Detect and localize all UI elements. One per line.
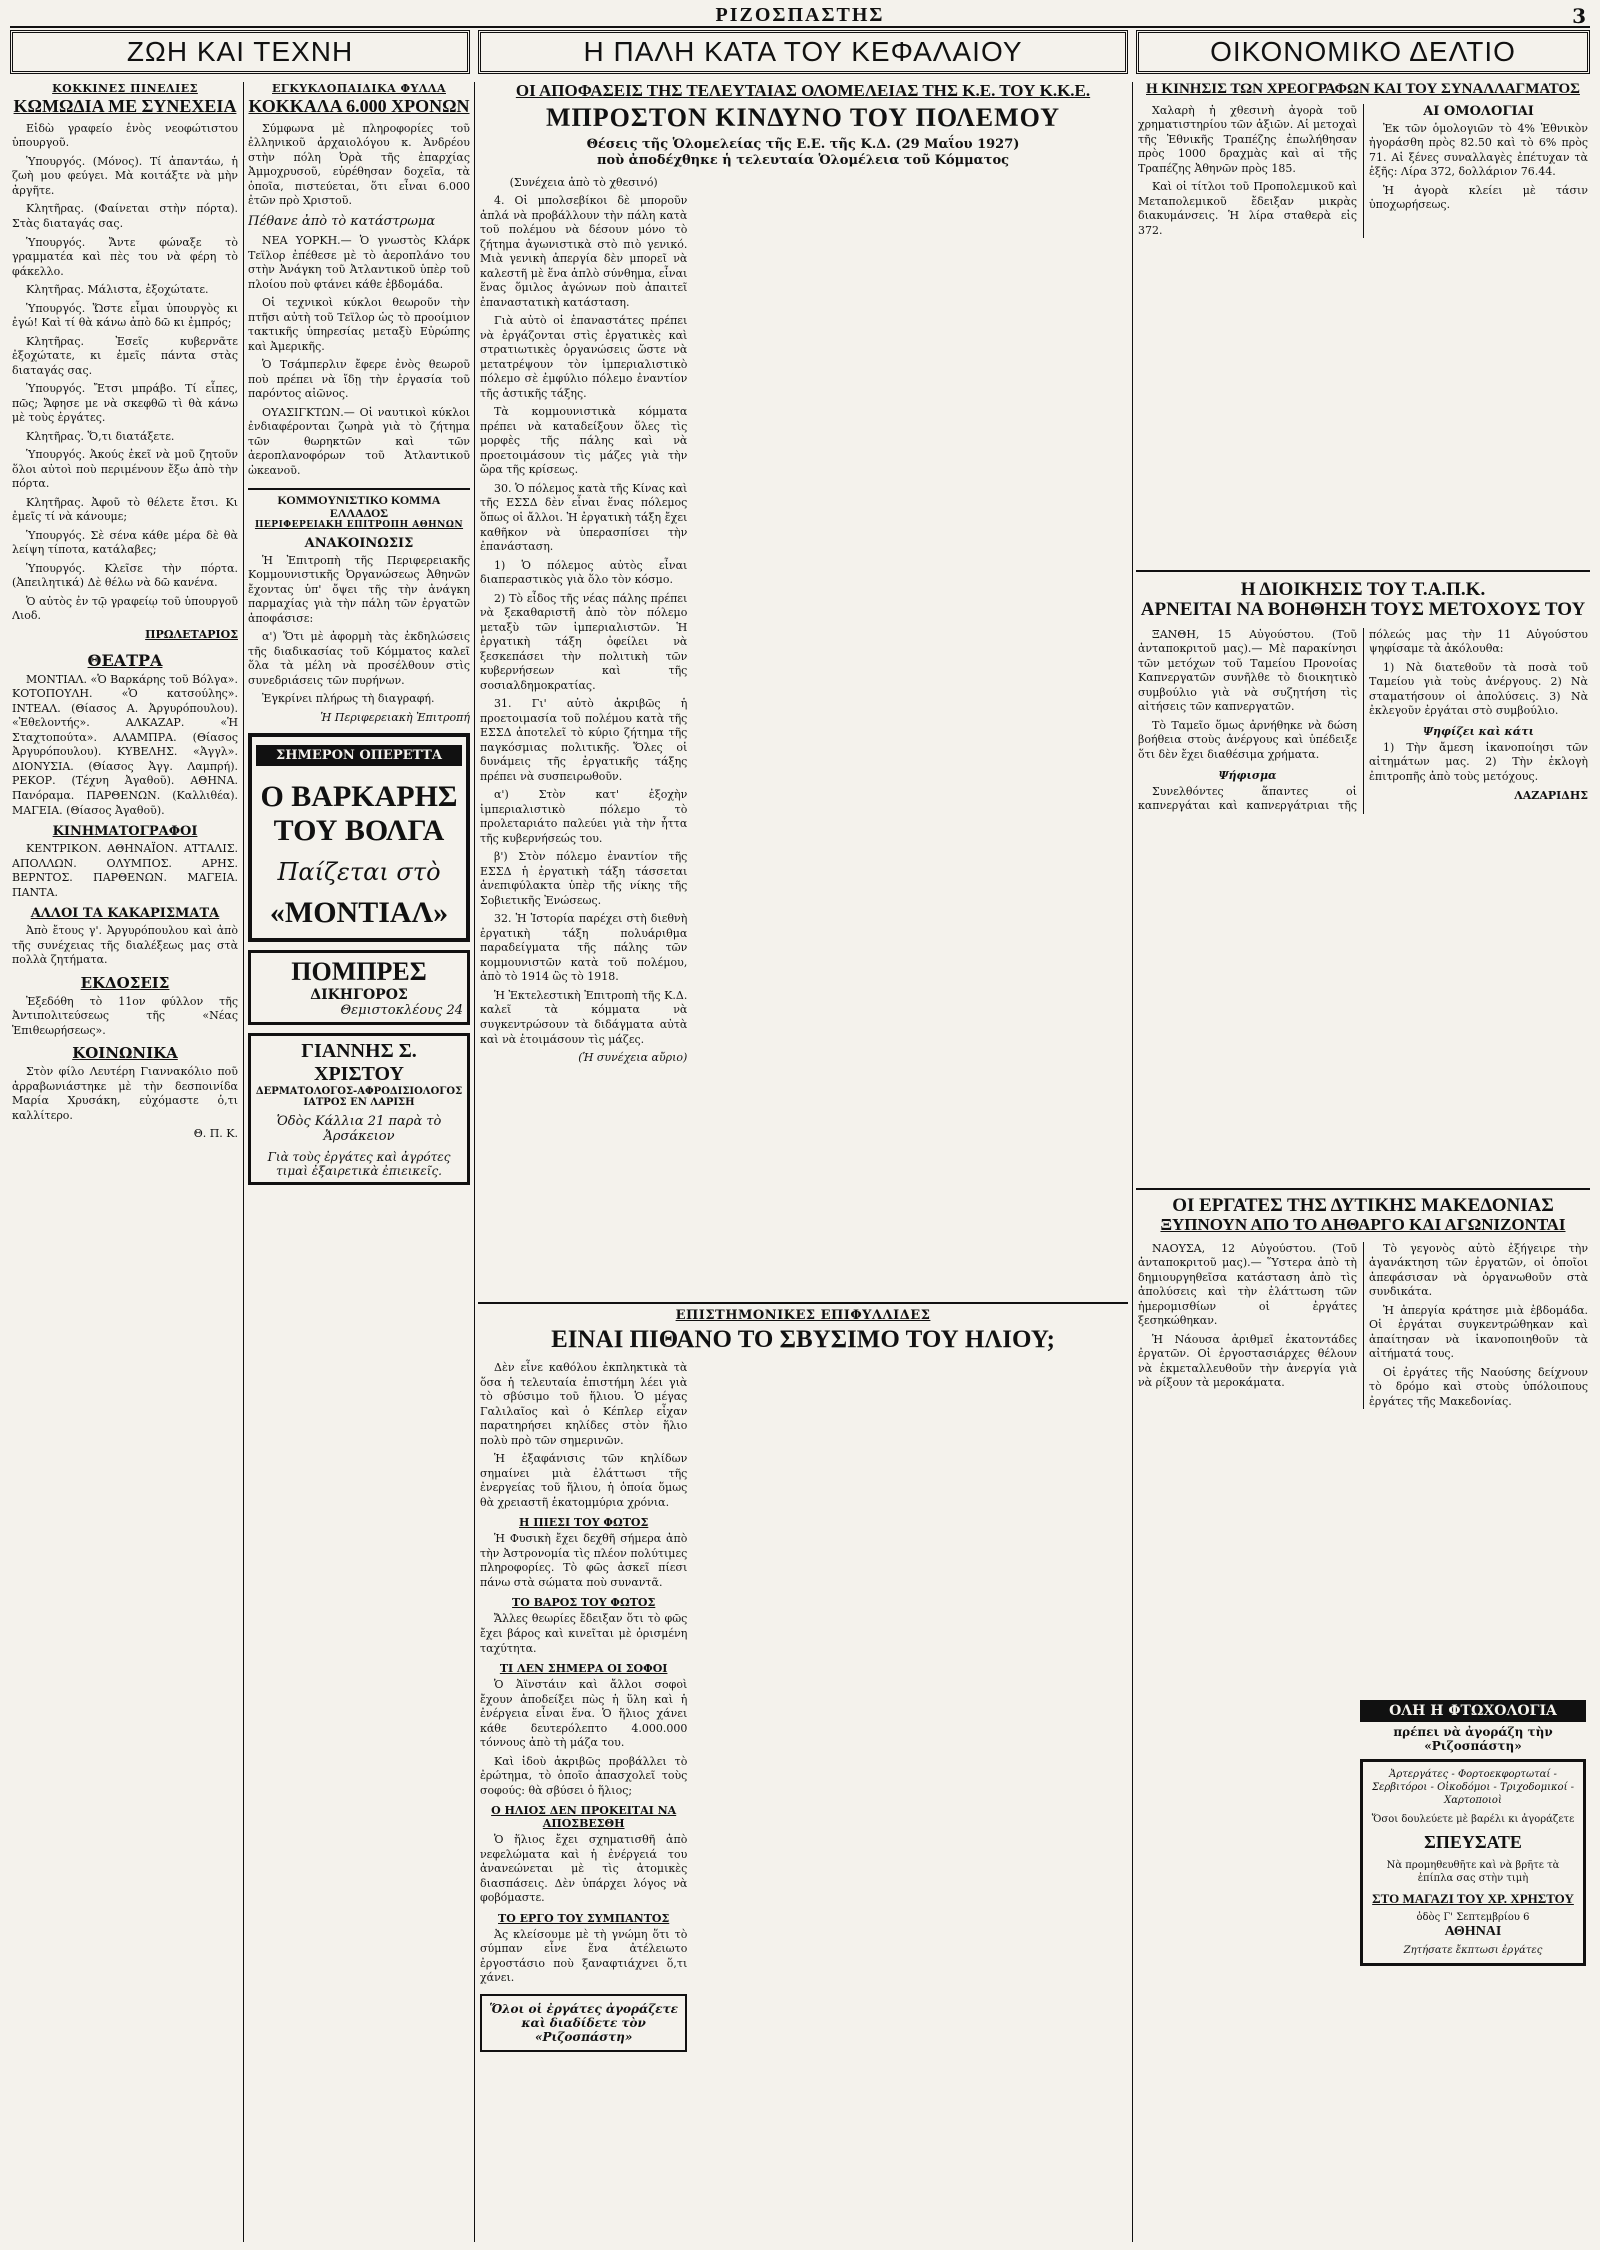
signature: Θ. Π. Κ. bbox=[193, 1127, 238, 1141]
section-struggle: Η ΠΑΛΗ ΚΑΤΑ ΤΟΥ ΚΕΦΑΛΑΙΟΥ bbox=[478, 30, 1128, 74]
paragraph: Ὑπουργός. Ὥστε εἶμαι ὑπουργὸς κι ἐγώ! Καὶ τί θὰ κάνω ἀπὸ δῶ κι ἐμπρός; bbox=[12, 301, 238, 330]
furniture-ad bbox=[1360, 1700, 1586, 2220]
ad-venue: «ΜΟΝΤΙΑΛ» bbox=[269, 896, 449, 930]
article-title: ΚΟΚΚΑΛΑ 6.000 ΧΡΟΝΩΝ bbox=[248, 96, 470, 116]
paragraph: Ὑπουργός. Ἔτσι μπράβο. Τί εἶπες, πῶς; Ἄφησε με νὰ σκεφθῶ τὶ θὰ κάνω μὲ τοὺς ἐργάτες. bbox=[12, 382, 238, 425]
paragraph: α') Ὅτι μὲ ἀφορμὴ τὰς ἐκδηλώσεις τῆς διαδικασίας τοῦ Κόμματος καλεῖ ὅλα τὰ μέλη νὰ προσέλθουν στὶς συνεδριάσεις τῶν πυρήνων. bbox=[248, 630, 470, 687]
article-subtitle: ποὺ ἀποδέχθηκε ἡ τελευταία Ὁλομέλεια τοῦ Κόμματος bbox=[596, 153, 1010, 169]
masthead bbox=[10, 4, 1590, 28]
paragraph: ΟΥΑΣΙΓΚΤΩΝ.— Οἱ ναυτικοὶ κύκλοι ἐνδιαφέρονται ζωηρὰ γιὰ τὸ ζήτημα τῶν θωρηκτῶν καὶ τῶν ἀεροπλανοφόρων τοῦ Ἀτλαντικοῦ ὠκεανοῦ. bbox=[248, 405, 470, 477]
paragraph: Κλητῆρας. Μάλιστα, ἐξοχώτατε. bbox=[26, 283, 209, 297]
ad-mid: Ὅσοι δουλεύετε μὲ βαρέλι κι ἀγοράζετε bbox=[1371, 1814, 1575, 1825]
paragraph: Σύμφωνα μὲ πληροφορίες τοῦ ἐλληνικοῦ ἀρχαιολόγου κ. Ἀνδρέου στὴν πόλη Ὀρὰ τῆς ἐπαρχίας Ἀμμοχρυσοῦ, εὑρέθησαν δοχεῖα, τὰ ὁποῖα, πιστεύεται, ὅτι εἶναι 6.000 ἐτῶν πρὸ Χριστοῦ. bbox=[248, 121, 470, 208]
paragraph: Καὶ οἱ τίτλοι τοῦ Προπολεμικοῦ καὶ Μεταπολεμικοῦ ἔδειξαν μικρὰς διακυμάνσεις. Ἡ λίρα σταθερὰ εἰς 372. bbox=[1138, 180, 1357, 237]
paragraph: Ὑπουργός. Ἀκούς ἐκεῖ νὰ μοῦ ζητοῦν ὅλοι αὐτοὶ ποὺ περιμένουν ἔξω ἀπὸ τὴν πόρτα. bbox=[12, 448, 238, 491]
paragraph: Ὑπουργός. Κλεῖσε τὴν πόρτα. (Ἀπειλητικά) Δὲ θέλω νὰ δῶ κανένα. bbox=[12, 561, 238, 590]
horizontal-rule bbox=[1136, 1188, 1590, 1190]
section-heading: ΚΟΙΝΩΝΙΚΑ bbox=[72, 1044, 178, 1063]
article-title: Η ΚΙΝΗΣΙΣ ΤΩΝ ΧΡΕΟΓΡΑΦΩΝ ΚΑΙ ΤΟΥ ΣΥΝΑΛΛΑΓΜΑΤΟΣ bbox=[1146, 82, 1580, 97]
paragraph: Κλητῆρας. Ἀφοῦ τὸ θέλετε ἔτσι. Κι ἐμεῖς τί νὰ κάνουμε; bbox=[12, 495, 238, 524]
article-body bbox=[480, 176, 1126, 1266]
paragraph: ΚΕΝΤΡΙΚΟΝ. ΑΘΗΝΑΪΟΝ. ΑΤΤΑΛΙΣ. ΑΠΟΛΛΩΝ. ΟΛΥΜΠΟΣ. ΑΡΗΣ. ΒΕΡΝΤΟΣ. ΠΑΡΘΕΝΩΝ. ΜΑΓΕΙΑ. ΠΑΝΤΑ. bbox=[12, 842, 238, 899]
paragraph: 1) Νὰ διατεθοῦν τὰ ποσὰ τοῦ Ταμείου γιὰ τοὺς ἀνέργους. 2) Νὰ σταματήσουν οἱ ἀπολύσεις. 3) Νὰ ἐκλεγοῦν ἐργάται στὸ συμβούλιο. bbox=[1369, 660, 1588, 718]
column-life-art bbox=[12, 82, 238, 2242]
article-kicker: ΟΙ ΑΠΟΦΑΣΕΙΣ ΤΗΣ ΤΕΛΕΥΤΑΙΑΣ ΟΛΟΜΕΛΕΙΑΣ ΤΗΣ Κ.Ε. ΤΟΥ Κ.Κ.Ε. bbox=[515, 82, 1091, 100]
ad-text: Νὰ προμηθευθῆτε καὶ νὰ βρῆτε τὰ ἐπίπλα σας στὴν τιμὴ bbox=[1386, 1860, 1560, 1884]
article-title: Η ΔΙΟΙΚΗΣΙΣ ΤΟΥ Τ.Α.Π.Κ. bbox=[1240, 580, 1486, 600]
article-tapk bbox=[1138, 580, 1588, 1180]
paragraph: Ὁ αὐτὸς ἐν τῷ γραφείῳ τοῦ ὑπουργοῦ Λιοδ. bbox=[12, 594, 238, 623]
section-heading: ΚΙΝΗΜΑΤΟΓΡΑΦΟΙ bbox=[52, 824, 198, 840]
paragraph: Κλητῆρας. (Φαίνεται στὴν πόρτα). Στὰς διαταγάς σας. bbox=[12, 202, 238, 230]
paragraph: ΜΟΝΤΙΑΛ. «Ὁ Βαρκάρης τοῦ Βόλγα». ΚΟΤΟΠΟΥΛΗ. «Ὁ κατσούλης». ΙΝΤΕΑΛ. (Θίασος Α. Ἀργυρόπουλου). «Ἐθελοντής». ΑΛΚΑΖΑΡ. «Ἡ Σταχτοπούτα». ΑΛΑΜΠΡΑ. (Θίασος Ἀργυρόπουλου). ΚΥΒΕΛΗΣ. «Ἀγγλ». ΔΙΟΝΥΣΙΑ. (Θίασος Ἀγγ. Λαμπρή). ΡΕΚΟΡ. (Τέχνη Ἀγαθοῦ). ΑΘΗΝΑ. Πανόραμα. ΠΑΡΘΕΝΩΝ. (Καλλιθέα). ΜΑΓΕΙΑ. (Θίασος Ἀγαθοῦ). bbox=[12, 672, 238, 817]
article-body bbox=[1138, 628, 1588, 814]
subheading: ΤΟ ΕΡΓΟ ΤΟΥ ΣΥΜΠΑΝΤΟΣ bbox=[498, 1911, 670, 1925]
paragraph: Οἱ τεχνικοὶ κύκλοι θεωροῦν τὴν πτῆσι αὐτὴ τοῦ Τεϊλορ ὡς τὸ προοίμιον τακτικῆς ὑπηρεσίας μεταξὺ Εὐρώπης καὶ Ἀμερικῆς. bbox=[248, 296, 470, 353]
paragraph: Ὑπουργός. Σὲ σένα κάθε μέρα δὲ θὰ λείψη τίποτα, κατάλαβες; bbox=[12, 528, 238, 557]
ad-address: ὁδὸς Γ' Σεπτεμβρίου 6 bbox=[1416, 1912, 1530, 1923]
ad-shop: ΣΤΟ ΜΑΓΑΖΙ ΤΟΥ ΧΡ. ΧΡΗΣΤΟΥ bbox=[1372, 1891, 1574, 1906]
paragraph: Στὸν φίλο Λευτέρη Γιαννακόλιο ποῦ ἀρραβωνιάστηκε μὲ τὴν δεσποινίδα Μαρία Χρυσάκη, εὐχόμαστε ὁ,τι καλλίτερο. bbox=[12, 1065, 238, 1122]
paragraph: Ὁ ἥλιος ἔχει σχηματισθῆ ἀπὸ νεφελώματα καὶ ἡ ἐνέργειά του ἀνανεώνεται μὲ τὶς ἀτομικὲς διασπάσεις. Δὲν ὑπάρχει λόγος νὰ φοβόμαστε. bbox=[480, 1833, 688, 1905]
subheading: Η ΠΙΕΣΙ ΤΟΥ ΦΩΤΟΣ bbox=[519, 1516, 649, 1530]
paragraph: Ἡ Νάουσα ἀριθμεῖ ἑκατοντάδες ἐργατῶν. Οἱ ἐργοστασιάρχες θέλουν νὰ ἐκμεταλλευθοῦν τὴν ἀνεργία γιὰ νὰ ρίξουν τὰ μεροκάματα. bbox=[1138, 1332, 1357, 1390]
ad-address: Ὁδὸς Κάλλια 21 παρὰ τὸ Ἀρσάκειον bbox=[276, 1114, 442, 1145]
paragraph: Δὲν εἶνε καθόλου ἐκπληκτικὰ τὰ ὅσα ἡ τελευταία ἐπιστήμη λέει γιὰ τὸ σβύσιμο τοῦ ἥλιου. Ὁ μέγας Γαλιλαῖος καὶ ὁ Κέπλερ εἶχαν παρατηρήσει κηλίδες στὸν ἥλιο πολὺ πρὸ τῶν σημερινῶν. bbox=[480, 1361, 688, 1447]
section-heading: ΕΚΔΟΣΕΙΣ bbox=[80, 973, 170, 992]
horizontal-rule bbox=[478, 1302, 1128, 1304]
paragraph: Ἡ ἐξαφάνισις τῶν κηλίδων σημαίνει μιὰ ἐλάττωσι τῆς ἐνεργείας τοῦ ἥλιου, ἡ ὁποία ὅμως θὰ χρειαστῆ ἑκατομμύρια χρόνια. bbox=[480, 1452, 688, 1509]
paragraph: 1) Τὴν ἄμεση ἱκανοποίησι τῶν αἰτημάτων μας. 2) Τὴν ἐκλογὴ ἐπιτροπῆς ἀπὸ τοὺς μετόχους. bbox=[1369, 740, 1588, 783]
paragraph: Γιὰ αὐτὸ οἱ ἐπαναστάτες πρέπει νὰ ἐργάζονται στὶς ἐργατικὲς καὶ στρατιωτικὲς ὀργανώσεις ὥστε νὰ μετατρέψουν τὸν ἰμπεριαλιστικὸ πόλεμο σὲ ἐμφύλιο πόλεμο ἐναντίον τῆς ἀστικῆς τάξης. bbox=[480, 314, 688, 400]
paragraph: 31. Γι' αὐτὸ ἀκριβῶς ἡ προετοιμασία τοῦ πολέμου κατὰ τῆς ΕΣΣΔ ἀποτελεῖ τὸ κύριο ζήτημα τῆς παγκόσμιας πολιτικῆς. Ὅλες οἱ δυνάμεις τῆς ἐργατικῆς τάξης πρέπει νὰ συσπειρωθοῦν. bbox=[480, 697, 688, 783]
ad-address: Θεμιστοκλέους 24 bbox=[340, 1003, 463, 1019]
subheading: ΑΙ ΟΜΟΛΟΓΙΑΙ bbox=[1423, 103, 1534, 119]
section-heading: ΘΕΑΤΡΑ bbox=[87, 650, 163, 670]
paragraph: Ἐξεδόθη τὸ 11ον φύλλον τῆς Ἀντιπολιτεύσεως τῆς «Νέας Ἑπιθεωρήσεως». bbox=[12, 994, 238, 1037]
announcement-sub: ΠΕΡΙΦΕΡΕΙΑΚΗ ΕΠΙΤΡΟΠΗ ΑΘΗΝΩΝ bbox=[254, 519, 464, 530]
article-title: ΑΡΝΕΙΤΑΙ ΝΑ ΒΟΗΘΗΣΗ ΤΟΥΣ ΜΕΤΟΧΟΥΣ ΤΟΥ bbox=[1140, 598, 1586, 620]
article-sun bbox=[480, 1308, 1126, 2240]
ad-head: ΟΛΗ Η ΦΤΩΧΟΛΟΓΙΑ bbox=[1360, 1700, 1586, 1722]
paragraph: 32. Ἡ Ἱστορία παρέχει στὴ διεθνὴ ἐργατικὴ τάξη πολυάριθμα παραδείγματα τῆς πάλης τῶν κομμουνιστῶν κατὰ τοῦ πολέμου, ἀπὸ τὸ 1914 ὣς τὸ 1918. bbox=[480, 912, 688, 984]
paragraph: 30. Ὁ πόλεμος κατὰ τῆς Κίνας καὶ τῆς ΕΣΣΔ δὲν εἶναι ἕνας πόλεμος ὅπως οἱ ἄλλοι. Ἡ ἐργατικὴ τάξη ἔχει καθῆκον νὰ ὑπερασπίσει τὴν ἐπανάσταση. bbox=[480, 481, 688, 554]
operetta-ad bbox=[248, 733, 470, 942]
signature: ΛΑΖΑΡΙΔΗΣ bbox=[1514, 788, 1588, 802]
article-body bbox=[480, 1361, 1126, 2201]
paragraph: Κλητῆρας. Ἐσεῖς κυβερνᾶτε ἐξοχώτατε, κι ἐμεῖς πάντα στὰς διαταγάς σας. bbox=[12, 334, 238, 377]
paragraph: Κλητῆρας. Ὅ,τι διατάξετε. bbox=[26, 429, 175, 443]
doctor-ad bbox=[248, 1033, 470, 1185]
article-title: ΕΙΝΑΙ ΠΙΘΑΝΟ ΤΟ ΣΒΥΣΙΜΟ ΤΟΥ ΗΛΙΟΥ; bbox=[551, 1326, 1055, 1353]
newspaper-name: ΡΙΖΟΣΠΑΣΤΗΣ bbox=[715, 4, 885, 26]
article-title: ΚΩΜΩΔΙΑ ΜΕ ΣΥΝΕΧΕΙΑ bbox=[13, 96, 237, 116]
promo-box: Ὅλοι οἱ ἐργάτες ἀγοράζετε καὶ διαδίδετε τὸν «Ριζοσπάστη» bbox=[480, 1994, 687, 2052]
section-economic: ΟΙΚΟΝΟΜΙΚΟ ΔΕΛΤΙΟ bbox=[1136, 30, 1590, 74]
article-before-war bbox=[480, 82, 1126, 1297]
paragraph: Ἐγκρίνει πλήρως τὴ διαγραφή. bbox=[262, 692, 435, 706]
paragraph: Ἀπὸ ἔτους γ'. Ἀργυρόπουλου καὶ ἀπὸ τῆς συνέχειας τῆς διαλέξεως μας στὰ πολλὰ ζητήματα. bbox=[12, 924, 238, 967]
paragraph: Ἡ Ἐκτελεστικὴ Ἐπιτροπὴ τῆς Κ.Δ. καλεῖ τὰ κόμματα νὰ συγκεντρώσουν τὰ διδάγματα αὐτὰ καὶ νὰ ἑτοιμάσουν τὶς μάζες. bbox=[480, 988, 688, 1046]
page-number: 3 bbox=[1572, 4, 1586, 28]
paragraph: Τὸ Ταμεῖο ὅμως ἀρνήθηκε νὰ δώση βοήθεια στοὺς ἀνέργους καὶ ὑπέδειξε ὅτι δὲν ἔχει διαθέσιμα χρήματα. bbox=[1138, 718, 1357, 761]
article-kicker: ΕΓΚΥΚΛΟΠΑΙΔΙΚΑ ΦΥΛΛΑ bbox=[272, 82, 446, 95]
paragraph: Ἡ Φυσικὴ ἔχει δεχθῆ σήμερα ἀπὸ τὴν Ἀστρονομία τὶς πλέον πολύτιμες πληροφορίες. Τὸ φῶς ἀσκεῖ πίεσι πάνω στὰ σώματα ποὺ συναντᾶ. bbox=[480, 1532, 688, 1589]
column-rule bbox=[243, 82, 244, 2242]
article-subtitle: Θέσεις τῆς Ὁλομελείας τῆς Ε.Ε. τῆς Κ.Δ. (29 Μαΐου 1927) bbox=[586, 137, 1020, 153]
subheading: Ψήφισμα bbox=[1218, 768, 1277, 782]
article-title: ΜΠΡΟΣΤΟΝ ΚΙΝΔΥΝΟ ΤΟΥ ΠΟΛΕΜΟΥ bbox=[545, 102, 1060, 132]
paragraph: Ἄλλες θεωρίες ἔδειξαν ὅτι τὸ φῶς ἔχει βάρος καὶ κινεῖται μὲ ὁρισμένη ταχύτητα. bbox=[480, 1612, 688, 1655]
column-rule bbox=[1132, 82, 1133, 2242]
paragraph: Χαλαρὴ ἡ χθεσινὴ ἀγορὰ τοῦ χρηματιστηρίου τῶν ἀξιῶν. Αἱ μετοχαὶ τῆς Ἐθνικῆς Τραπέζης ἐπωλήθησαν πρὸς 1000 δραχμὰς καὶ αἱ τῆς Τραπέζης Ἀθηνῶν πρὸς 185. bbox=[1138, 103, 1357, 175]
paragraph: Εἰδὼ γραφείο ἑνὸς νεοφώτιστου ὑπουργοῦ. bbox=[12, 121, 238, 150]
subheading: Ο ΗΛΙΟΣ ΔΕΝ ΠΡΟΚΕΙΤΑΙ ΝΑ ΑΠΟΣΒΕΣΘΗ bbox=[491, 1804, 677, 1831]
article-body bbox=[1138, 104, 1588, 239]
paragraph: Συνελθόντες ἅπαντες οἱ καπνεργάται καὶ καπνεργάτριαι τῆς πόλεώς μας τὴν 11 Αὐγούστου ψηφίσαμε τὰ ἀκόλουθα: bbox=[1138, 627, 1588, 813]
paragraph: ΞΑΝΘΗ, 15 Αὐγούστου. (Τοῦ ἀνταποκριτοῦ μας).— Μὲ παρακίνησι τῶν μετόχων τοῦ Ταμείου Προνοίας Καπνεργατῶν συνῆλθε τὸ διοικητικὸ συμβούλιο γιὰ νὰ συζητήση τὶς αἰτήσεις τῶν καπνεργατῶν. bbox=[1138, 627, 1357, 714]
ad-name: ΠΟΜΠΡΕΣ bbox=[291, 957, 427, 987]
ad-role: ΔΕΡΜΑΤΟΛΟΓΟΣ-ΑΦΡΟΔΙΣΙΟΛΟΓΟΣ ΙΑΤΡΟΣ ΕΝ ΛΑΡΙΣΗ bbox=[255, 1086, 463, 1109]
paragraph: Ἡ ἀπεργία κράτησε μιὰ ἑβδομάδα. Οἱ ἐργάται συγκεντρώθηκαν καὶ ἀπαίτησαν νὰ ἱκανοποιηθοῦν τὰ αἰτήματά τους. bbox=[1369, 1303, 1588, 1361]
ad-main-line: Ο ΒΑΡΚΑΡΗΣ bbox=[260, 780, 458, 814]
announcement-org: ΚΟΜΜΟΥΝΙΣΤΙΚΟ ΚΟΜΜΑ ΕΛΛΑΔΟΣ bbox=[277, 493, 441, 520]
horizontal-rule bbox=[1136, 570, 1590, 572]
ad-top: ΣΗΜΕΡΟΝ ΟΠΕΡΕΤΤΑ bbox=[256, 745, 462, 766]
economic-bulletin bbox=[1138, 82, 1588, 562]
paragraph: Οἱ ἐργάτες τῆς Ναούσης δείχνουν τὸ δρόμο καὶ στοὺς ὑπόλοιπους ἐργάτες τῆς Μακεδονίας. bbox=[1369, 1365, 1588, 1408]
paragraph: Ἐκ τῶν ὁμολογιῶν τὸ 4% Ἐθνικὸν ἠγοράσθη πρὸς 82.50 καὶ τὸ 6% πρὸς 71. Αἱ ξένες συναλλαγὲς ἐπέτυχαν τὰ ἑξῆς: Λίρα 372, δολλάριον 76.44. bbox=[1369, 121, 1588, 179]
subheading: ΤΙ ΛΕΝ ΣΗΜΕΡΑ ΟΙ ΣΟΦΟΙ bbox=[499, 1662, 668, 1676]
paragraph: Ὁ Τσάμπερλιν ἔφερε ἐνὸς θεωροῦ ποὺ πρέπει νὰ ἴδῃ τὴν ἐργασία τοῦ παρόντος αἰῶνος. bbox=[248, 358, 470, 401]
paragraph: Ἡ Ἐπιτροπὴ τῆς Περιφερειακῆς Κομμουνιστικῆς Ὀργανώσεως Ἀθηνῶν ἔχοντας ὑπ' ὄψει τῆς τὴν ἀνάγκη παρμαχίας γιὰ τὴν πάλη τῶν ἐργατῶν ἀποφάσισε: bbox=[248, 553, 470, 625]
ad-list: Ἀρτεργάτες - Φορτοεκφορτωταί - Σερβιτόροι - Οἰκοδόμοι - Τριχοδομικοί - Χαρτοποιοὶ bbox=[1371, 1769, 1575, 1806]
ad-note: Ζητήσατε ἔκπτωσι ἐργάτες bbox=[1403, 1945, 1543, 1956]
paragraph: β') Στὸν πόλεμο ἐναντίον τῆς ΕΣΣΔ ἡ ἐργατικὴ τάξη τάσσεται ἀνεπιφύλακτα ὑπὲρ τῆς νίκης τῆς Σοβιετικῆς Ἐνώσεως. bbox=[480, 850, 688, 907]
paragraph: Ὁ Ἀϊνστάιν καὶ ἄλλοι σοφοὶ ἔχουν ἀποδείξει πὼς ἡ ὕλη καὶ ἡ ἐνέργεια εἶναι ἕνα. Ὁ ἥλιος χάνει κάθε δευτερόλεπτο 4.000.000 τόννους ἀπὸ τὴ μάζα του. bbox=[480, 1678, 688, 1750]
ad-cta: ΣΠΕΥΣΑΤΕ bbox=[1424, 1832, 1522, 1852]
paragraph: 1) Ὁ πόλεμος αὐτὸς εἶναι διαπεραστικὸς γιὰ ὅλο τὸν κόσμο. bbox=[480, 558, 688, 587]
section-heading: ΑΛΛΟΙ ΤΑ ΚΑΚΑΡΙΣΜΑΤΑ bbox=[30, 906, 220, 922]
ad-city: ΑΘΗΝΑΙ bbox=[1444, 1924, 1502, 1939]
article-kicker: ΕΠΙΣΤΗΜΟΝΙΚΕΣ ΕΠΙΦΥΛΛΙΔΕΣ bbox=[675, 1308, 931, 1323]
announcement-heading: ΑΝΑΚΟΙΝΩΣΙΣ bbox=[304, 535, 414, 551]
article-title: ΞΥΠΝΟΥΝ ΑΠΟ ΤΟ ΑΗΘΑΡΓΟ ΚΑΙ ΑΓΩΝΙΖΟΝΤΑΙ bbox=[1160, 1214, 1566, 1234]
subheading: Ψηφίζει καὶ κάτι bbox=[1423, 724, 1534, 738]
ad-mid: Παίζεται στὸ bbox=[277, 858, 441, 887]
paragraph: ΝΕΑ ΥΟΡΚΗ.— Ὁ γνωστὸς Κλάρκ Τεϊλορ ἐπέθεσε μὲ τὸ ἀεροπλάνο του στὴν Ἀνάγκη τοῦ Ἀτλαντικοῦ ὑπὲρ τοῦ πλοίου ποὺ φτάνει κάθε ἑβδομάδα. bbox=[248, 234, 470, 291]
article-body bbox=[1138, 1242, 1588, 1410]
ad-role: ΔΙΚΗΓΟΡΟΣ bbox=[310, 987, 408, 1004]
paragraph: Τὰ κομμουνιστικὰ κόμματα πρέπει νὰ καταδείξουν ὅλες τὶς μορφὲς τῆς πάλης καὶ νὰ προετοιμάσουν τὶς μάζες γιὰ τὴν ὥρα τῆς κρίσεως. bbox=[480, 405, 688, 477]
paragraph: Ὑπουργός. (Μόνος). Τί ἀπαντάω, ἡ ζωὴ μου φεύγει. Μὰ κοιτάξτε νὰ μὴν ἀργῆτε. bbox=[12, 154, 238, 197]
column-encyclopedic bbox=[248, 82, 470, 2242]
paragraph: ΝΑΟΥΣΑ, 12 Αὐγούστου. (Τοῦ ἀνταποκριτοῦ μας).— Ὕστερα ἀπὸ τὴ δημιουργηθεῖσα κατάσταση ἀπὸ τὶς ἀπολύσεις καὶ τὴν ἐλάττωση τῶν ἡμερομισθίων οἱ ἐργάτες ξεσηκώθηκαν. bbox=[1138, 1241, 1357, 1328]
paragraph: 4. Οἱ μπολσεβίκοι δὲ μποροῦν ἀπλά νὰ προβάλλουν τὴν πάλη κατὰ τοῦ πολέμου νὰ δέσουν μόνο τὸ ζήτημα ἀγωνιστικὰ στὸ πιὸ γενικό. Μιὰ γενικὴ ἀπεργία δὲν μπορεῖ νὰ καλεστῆ μὲ ἕνα ἁπλὸ σύνθημα, εἶναι ἕνας ὅμιλος ἀγώνων ποὺ ἀπαιτεῖ ἐπαναστατικὴ κατάσταση. bbox=[480, 194, 688, 309]
paragraph: Καὶ ἰδοὺ ἀκριβῶς προβάλλει τὸ ἐρώτημα, τὸ ὁποῖο ἀπασχολεῖ τοὺς σοφούς: θὰ σβύσει ὁ ἥλιος; bbox=[480, 1754, 688, 1797]
continuation-note: (Συνέχεια ἀπὸ τὸ χθεσινό) bbox=[509, 175, 658, 189]
paragraph: 2) Τὸ εἶδος τῆς νέας πάλης πρέπει νὰ ξεκαθαριστῆ ἀπὸ τὸν πόλεμο μεταξὺ τῶν ἰμπεριαλιστῶν. Ἡ ἐργατικὴ τάξη ὀφείλει νὰ ξεσκεπάσει τὴν πολιτικὴ τῶν κυβερνήσεων καὶ τῆς σοσιαλδημοκρατίας. bbox=[480, 591, 688, 692]
paragraph: Τὸ γεγονὸς αὐτὸ ἐξήγειρε τὴν ἀγανάκτηση τῶν ἐργατῶν, οἱ ὁποῖοι ἀπεφάσισαν νὰ ὀργανωθοῦν στὰ συνδικάτα. bbox=[1369, 1241, 1588, 1299]
signature: ΠΡΩΛΕΤΑΡΙΟΣ bbox=[145, 627, 238, 641]
article-kicker: ΚΟΚΚΙΝΕΣ ΠΙΝΕΛΙΕΣ bbox=[52, 82, 198, 95]
paragraph: Ἀς κλείσουμε μὲ τὴ γνώμη ὅτι τὸ σύμπαν εἶνε ἕνα ἀτέλειωτο ἐργοστάσιο ποὺ ξαναφτιάχνει ὅ,τι χάνει. bbox=[480, 1927, 688, 1985]
lawyer-ad bbox=[248, 950, 470, 1025]
column-rule bbox=[474, 82, 475, 2242]
signature: Ἡ Περιφερειακὴ Ἐπιτροπή bbox=[320, 710, 470, 724]
paragraph: Ὑπουργός. Ἄντε φώναξε τὸ γραμματέα καὶ πὲς του νὰ φέρη τὸ φάκελλο. bbox=[12, 235, 238, 278]
paragraph: α') Στὸν κατ' ἐξοχὴν ἰμπεριαλιστικὸ πόλεμο τὸ προλεταριάτο παλεύει γιὰ τὴν ἧττα τῆς κυβερνήσεώς του. bbox=[480, 788, 688, 845]
subheading: ΤΟ ΒΑΡΟΣ ΤΟΥ ΦΩΤΟΣ bbox=[512, 1596, 656, 1610]
paragraph: Ἡ ἀγορὰ κλείει μὲ τάσιν ὑποχωρήσεως. bbox=[1369, 183, 1588, 212]
section-life-art: ΖΩΗ ΚΑΙ ΤΕΧΝΗ bbox=[10, 30, 470, 74]
article-title: ΟΙ ΕΡΓΑΤΕΣ ΤΗΣ ΔΥΤΙΚΗΣ ΜΑΚΕΔΟΝΙΑΣ bbox=[1172, 1196, 1554, 1216]
article-macedonia bbox=[1138, 1196, 1588, 1696]
ad-name: ΓΙΑΝΝΗΣ Σ. ΧΡΙΣΤΟΥ bbox=[301, 1040, 417, 1086]
continuation-note: (Ἡ συνέχεια αὔριο) bbox=[578, 1051, 688, 1065]
ad-subhead: πρέπει νὰ ἀγοράζη τὴν «Ριζοσπάστη» bbox=[1393, 1725, 1553, 1753]
ad-box bbox=[1360, 1759, 1586, 1966]
ad-note: Γιὰ τοὺς ἐργάτες καὶ ἀγρότες τιμαὶ ἐξαιρετικὰ ἐπιεικεῖς. bbox=[267, 1150, 451, 1179]
subheading: Πέθανε ἀπὸ τὸ κατάστρωμα bbox=[248, 213, 436, 229]
ad-main-line: ΤΟΥ ΒΟΛΓΑ bbox=[273, 814, 445, 848]
